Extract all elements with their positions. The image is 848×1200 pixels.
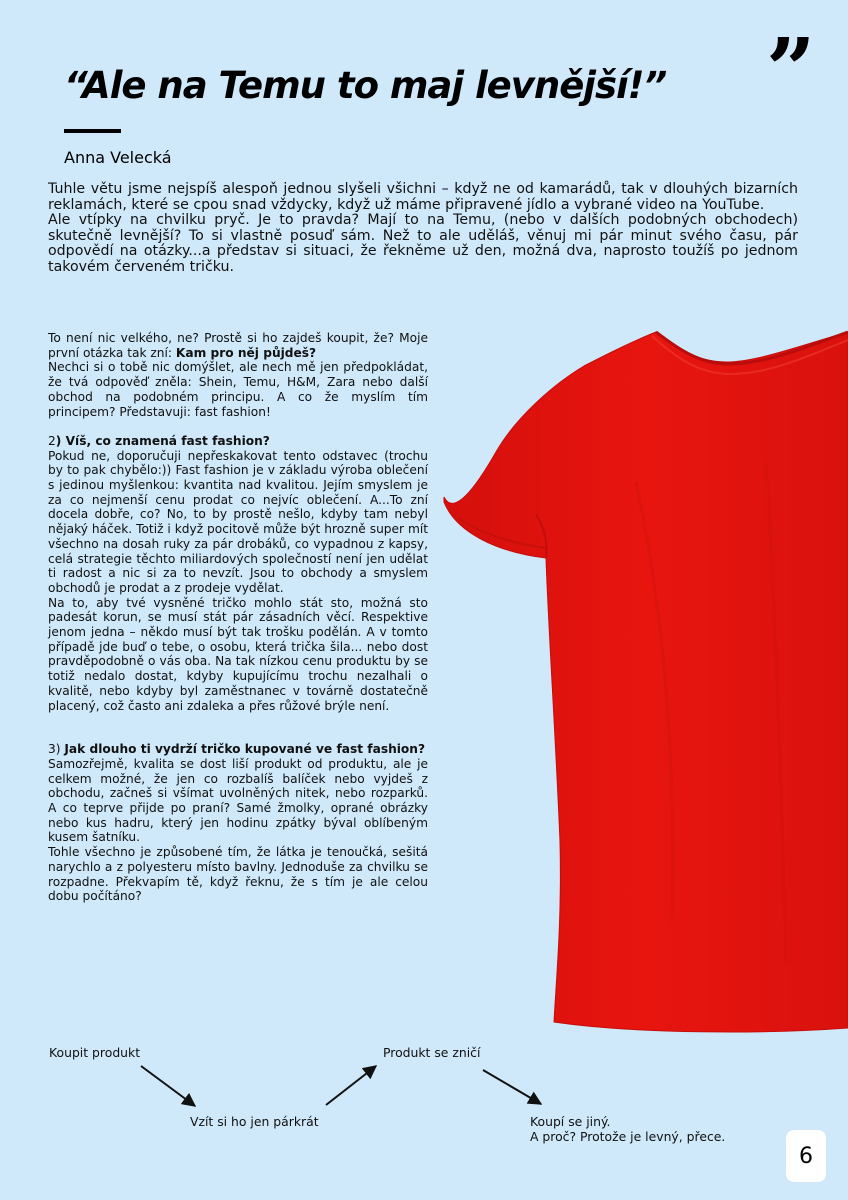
section1-paragraph-2: Nechci si o tobě nic domýšlet, ale nech mě jen předpokládat, že tvá odpověď zněla: Shein, Temu, H&M, Zara nebo další obchod na podobném principu. A co že myslím tím principem? Představuji: fast fashion! (48, 360, 428, 419)
flow-step-buy: Koupit produkt (49, 1045, 141, 1060)
section1-paragraph-1: To není nic velkého, ne? Prostě si ho zajdeš koupit, že? Moje první otázka tak zní: Kam pro něj půjdeš? (48, 331, 428, 360)
page-number: 6 (786, 1130, 826, 1182)
arrow-use-to-broken (326, 1066, 376, 1105)
intro-paragraph-1: Tuhle větu jsme nejspíš alespoň jednou slyšeli všichni – když ne od kamarádů, tak v dlouhých bizarních reklamách, které se cpou snad vždycky, když už máme připravené jídlo a vybrané video na YouTube. (48, 181, 798, 213)
section3-paragraph-2: Tohle všechno je způsobené tím, že látka je tenoučká, sešitá narychlo a z polyesteru místo bavlny. Jednoduše za chvilku se rozpadne. Překvapím tě, když řeknu, že s tím je ale celou dobu počítáno? (48, 845, 428, 904)
author-name: Anna Velecká (64, 148, 172, 167)
section2-paragraph-2: Na to, aby tvé vysněné tričko mohlo stát sto, možná sto padesát korun, se musí stát pár zásadních věcí. Respektive jenom jedna – někdo musí být tak trošku podělán. A v tomto případě jde buď o tebe, o osobu, která trička šila... nebo dost pravděpodobně o vás oba. Na tak nízkou cenu produktu by se totiž nedalo dostat, kdyby kupujícímu trochu nezalhali o kvalitě, nebo kdyby byl zaměstnanec v továrně dostatečně placený, což často ani zdaleka a přes růžové brýle není. (48, 595, 428, 713)
red-tshirt-image (436, 322, 848, 1034)
section3-heading: 3) Jak dlouho ti vydrží tričko kupované ve fast fashion? (48, 742, 426, 757)
section1-question: Kam pro něj půjdeš? (175, 345, 317, 360)
flow-step-use: Vzít si ho jen párkrát (190, 1114, 319, 1129)
intro-text (48, 182, 798, 276)
article-column (48, 331, 428, 904)
flow-step-rebuy: Koupí se jiný. A proč? Protože je levný, přece. (530, 1114, 726, 1144)
title-underline (64, 129, 121, 133)
section2-heading: 2) Víš, co znamená fast fashion? (48, 433, 270, 448)
section3-paragraph-1: Samozřejmě, kvalita se dost liší produkt od produktu, ale je celkem možné, že jen co rozbalíš balíček nebo vyjdeš z obchodu, začneš si všímat uvolněných nitek, nebo rozparků. A co teprve přijde po praní? Samé žmolky, oprané obrázky nebo kus hadru, který jen hodinu zpátky býval oblíbeným kusem šatníku. (48, 756, 428, 845)
quote-mark-icon: ” (766, 20, 816, 121)
article-title: “Ale na Temu to maj levnější!” (64, 64, 667, 107)
intro-paragraph-2: Ale vtípky na chvilku pryč. Je to pravda? Mají to na Temu, (nebo v dalších podobných obchodech) skutečně levnější? To si vlastně posuď sám. Než to ale uděláš, věnuj mi pár minut svého času, pár odpovědí na otázky...a představ si situaci, že řekněme už den, možná dva, naprosto toužíš po jednom takovém červeném tričku. (48, 212, 798, 275)
arrow-buy-to-use (141, 1066, 195, 1106)
arrow-broken-to-rebuy (483, 1070, 541, 1104)
section2-paragraph-1: Pokud ne, doporučuji nepřeskakovat tento odstavec (trochu by to pak chybělo:)) Fast fashion je v základu výroba oblečení s jedinou myšlenkou: kvantita nad kvalitou. Jejím smyslem je za co nejmenší cenu prodat co nejvíc oblečení. A...To zní docela dobře, co? No, to by prostě nešlo, kdyby tam nebyl nějaký háček. Totiž i když pocitově může být hrozně super mít všechno na dosah ruky za pár drobáků, co vypadnou z kapsy, celá strategie těchto miliardových společností není jen udělat ti radost a nic si za to nevzít. Jsou to obchody a smyslem obchodů je prodat a z prodeje vydělat. (48, 448, 428, 595)
flow-step-broken: Produkt se zničí (383, 1045, 481, 1060)
